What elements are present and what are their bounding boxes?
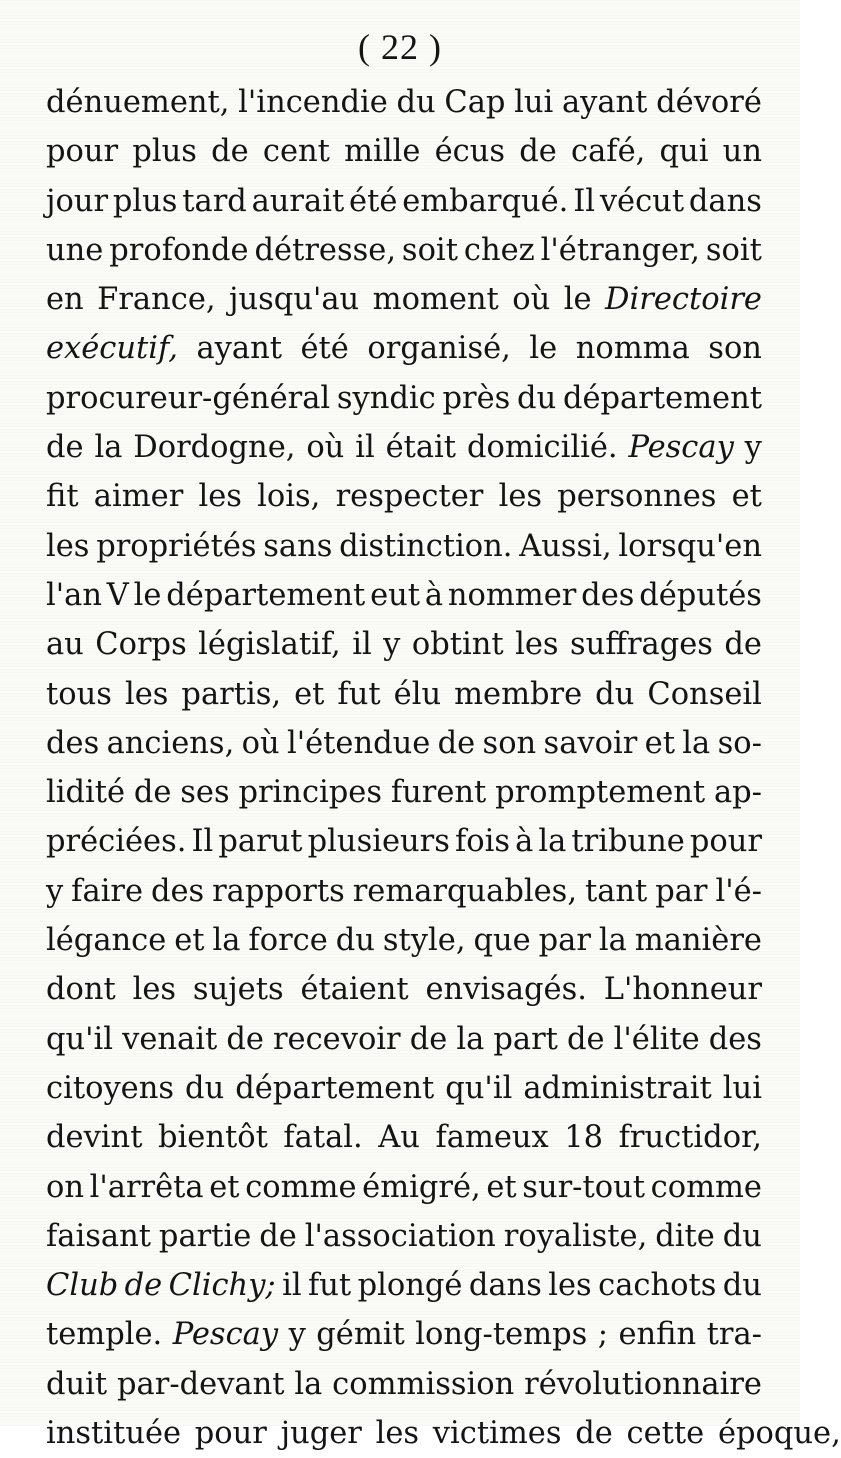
word: cette [626, 1416, 705, 1452]
text-line [46, 78, 762, 127]
word: tra- [706, 1317, 762, 1353]
word: qui [659, 134, 709, 170]
word: lorsqu'en [618, 528, 762, 564]
word: le [133, 577, 162, 613]
word: remarquables, [352, 873, 578, 909]
word: Cap [444, 85, 506, 120]
word: membre [454, 676, 583, 712]
word: enfin [618, 1317, 697, 1353]
text-line [46, 965, 762, 1014]
word: royaliste, [503, 1218, 648, 1254]
word: plusieurs [307, 824, 450, 860]
word: tant [584, 873, 648, 909]
word: il [352, 627, 372, 663]
word: la [294, 1366, 323, 1402]
word: tard [182, 183, 247, 219]
word: devint [46, 1120, 143, 1156]
word: fut [337, 676, 381, 712]
text-line [46, 423, 762, 472]
word: de [46, 430, 84, 466]
word: propriétés [96, 528, 257, 564]
word: du [517, 380, 557, 416]
word: du [396, 85, 436, 120]
word: envisagés. [425, 972, 587, 1008]
word: jusqu'au [229, 282, 360, 318]
word: Aussi, [519, 528, 612, 564]
word: anciens, [106, 725, 235, 761]
text-line [46, 1015, 762, 1064]
word: une [46, 232, 104, 268]
word: ses [180, 775, 230, 811]
word: du [722, 1218, 762, 1254]
word: étaient [300, 972, 409, 1008]
word: l'étranger, [540, 232, 700, 268]
word: l'incendie [238, 85, 388, 120]
word: plus [132, 134, 197, 170]
word: du [722, 1268, 762, 1304]
word: de [566, 1021, 605, 1057]
word: l'é- [715, 873, 762, 909]
word: 18 [564, 1120, 604, 1156]
word: qu'il [445, 1070, 513, 1106]
word: été [349, 183, 398, 219]
page-number: ( 22 ) [358, 27, 442, 67]
word: les [498, 479, 543, 515]
word: du [595, 676, 635, 712]
word: temple. [46, 1317, 163, 1353]
word: la [212, 923, 241, 959]
word: nomma [575, 331, 690, 367]
word: par [538, 923, 591, 959]
text-line [46, 1113, 762, 1162]
word: été [300, 331, 349, 367]
word: respecter [335, 479, 484, 515]
word: dévoré [656, 85, 762, 120]
word: lui [722, 1070, 762, 1106]
word: Corps [95, 627, 187, 663]
word: partie [158, 1218, 252, 1254]
word: lois, [257, 479, 321, 515]
word: plongé [357, 1268, 463, 1304]
word: citoyens [46, 1070, 175, 1106]
word: émigré, [362, 1169, 481, 1205]
word: du [335, 923, 375, 959]
word: aurait [251, 183, 345, 219]
text-line [46, 1212, 762, 1261]
text-line [46, 177, 762, 226]
word: de [211, 134, 249, 170]
word: duit [46, 1366, 108, 1402]
word: les [515, 627, 559, 663]
word: long-temps [415, 1317, 588, 1353]
word: son [708, 331, 762, 367]
word: y [383, 627, 401, 663]
word: l'association [304, 1218, 496, 1254]
word: préciées. [46, 824, 187, 860]
word: savoir [543, 725, 638, 761]
word: et [731, 479, 762, 515]
word: pour [46, 134, 119, 170]
word: dont [46, 972, 116, 1008]
word: Il [191, 824, 214, 860]
word: fatal. [283, 1120, 363, 1156]
word: les [132, 972, 177, 1008]
word: pour [194, 1416, 267, 1452]
text-line [46, 472, 762, 521]
word: les [198, 479, 242, 515]
word: des [46, 725, 100, 761]
word: sujets [192, 972, 284, 1008]
word: chez [463, 232, 535, 268]
word: fois [454, 824, 511, 860]
word: des [150, 873, 205, 909]
word: V [106, 577, 129, 613]
word: où [306, 430, 345, 466]
word: les [548, 1268, 592, 1304]
word: lui [514, 85, 554, 120]
word: Au [378, 1120, 420, 1156]
word: l'arrêta [89, 1169, 204, 1205]
word: le [529, 331, 558, 367]
word: gémit [316, 1317, 405, 1353]
word: tribune [571, 824, 685, 860]
word: département [235, 1070, 435, 1106]
word: près [442, 380, 511, 416]
word: comme [650, 1169, 762, 1205]
word: y [46, 873, 64, 909]
word: organisé, [367, 331, 511, 367]
word: l'étendue [286, 725, 431, 761]
word: suffrages [569, 627, 713, 663]
word: l'an [46, 577, 102, 613]
word: à [515, 824, 534, 860]
text-line [46, 1261, 762, 1310]
word: promptement [495, 775, 706, 811]
word: personnes [557, 479, 717, 515]
word: furent [390, 775, 487, 811]
word: recevoir [272, 1021, 401, 1057]
word: nommer [447, 577, 577, 613]
word: par [655, 873, 708, 909]
word: principes [238, 775, 383, 811]
word: élu [393, 676, 442, 712]
word: que [473, 923, 531, 959]
italic-word: Pescay [628, 430, 734, 466]
word: il [282, 1268, 302, 1304]
word: et [486, 1169, 517, 1205]
text-line [46, 1360, 762, 1409]
word: législatif, [198, 627, 341, 663]
text-line [46, 817, 762, 866]
italic-word: de [124, 1268, 163, 1304]
word: la [538, 824, 567, 860]
italic-word: Club [46, 1268, 119, 1304]
word: fit [46, 479, 79, 515]
word: juger [280, 1416, 362, 1452]
text-line [46, 226, 762, 275]
word: et [209, 1169, 240, 1205]
text-line [46, 867, 762, 916]
word: Dordogne, [133, 430, 296, 466]
word: soit [401, 232, 458, 268]
word: dans [468, 1268, 542, 1304]
word: la [94, 430, 123, 466]
italic-word: Pescay [172, 1317, 279, 1353]
word: dans [688, 183, 762, 219]
word: fameux [435, 1120, 549, 1156]
word: mille [344, 134, 421, 170]
word: aimer [93, 479, 184, 515]
word: au [46, 627, 84, 663]
word: légance [46, 923, 167, 959]
word: lidité [46, 775, 126, 811]
word: l'élite [613, 1021, 700, 1057]
italic-word: exécutif, [46, 331, 178, 367]
word: son [482, 725, 537, 761]
word: obtint [411, 627, 504, 663]
text-line [46, 374, 762, 423]
word: manière [634, 923, 762, 959]
word: procureur-général [46, 380, 331, 416]
word: ap- [713, 775, 762, 811]
word: des [581, 577, 635, 613]
text-line [46, 275, 762, 324]
word: fructidor, [618, 1120, 762, 1156]
word: victimes [432, 1416, 562, 1452]
word: comme [245, 1169, 357, 1205]
word: commission [332, 1366, 515, 1402]
word: cachots [598, 1268, 717, 1304]
word: embarqué. [402, 183, 569, 219]
word: par-devant [117, 1366, 285, 1402]
word: jour [46, 183, 109, 219]
word: so- [717, 725, 762, 761]
word: de [575, 1416, 613, 1452]
text-line [46, 1064, 762, 1113]
text-line [46, 916, 762, 965]
word: eut [370, 577, 421, 613]
word: de [259, 1218, 297, 1254]
word: où [241, 725, 280, 761]
word: un [722, 134, 762, 170]
text-line [46, 324, 762, 373]
word: parut [218, 824, 303, 860]
word: était [385, 430, 457, 466]
italic-word: Clichy; [168, 1268, 276, 1304]
word: style, [382, 923, 466, 959]
word: et [174, 923, 205, 959]
word: café, [571, 134, 646, 170]
word: département [562, 380, 762, 416]
word: profonde [109, 232, 249, 268]
word: cent [262, 134, 330, 170]
word: écus [434, 134, 506, 170]
word: département [166, 577, 366, 613]
word: partis, [181, 676, 282, 712]
text-line [46, 1163, 762, 1212]
word: sans [263, 528, 333, 564]
text-line [46, 127, 762, 176]
word: de [409, 1021, 448, 1057]
text-line [46, 1310, 762, 1359]
word: le [563, 282, 592, 318]
word: y [288, 1317, 306, 1353]
word: et [644, 725, 675, 761]
word: de [133, 775, 172, 811]
word: bientôt [157, 1120, 268, 1156]
word: révolutionnaire [524, 1366, 762, 1402]
word: la [598, 923, 627, 959]
word: dénuement, [46, 85, 230, 120]
word: les [375, 1416, 420, 1452]
word: députés [639, 577, 762, 613]
word: on [46, 1169, 85, 1205]
word: venait [122, 1021, 218, 1057]
word: où [512, 282, 551, 318]
body-text [46, 78, 841, 1458]
text-line [46, 522, 762, 571]
word: ayant [196, 331, 282, 367]
word: moment [372, 282, 499, 318]
word: de [724, 627, 762, 663]
word: Il [573, 183, 595, 219]
word: instituée [46, 1416, 182, 1452]
word: à [424, 577, 444, 613]
word: y [744, 430, 762, 466]
word: du [185, 1070, 225, 1106]
word: les [46, 528, 90, 564]
word: en [46, 282, 84, 318]
word: la [456, 1021, 485, 1057]
word: Conseil [647, 676, 762, 712]
word: des [708, 1021, 762, 1057]
word: faire [71, 873, 144, 909]
word: tous [46, 676, 112, 712]
word: il [355, 430, 375, 466]
word: L'honneur [603, 972, 762, 1008]
word: ; [597, 1317, 608, 1353]
word: soit [705, 232, 762, 268]
word: domicilié. [466, 430, 618, 466]
text-line [46, 1409, 841, 1458]
word: de [226, 1021, 264, 1057]
italic-word: Directoire [605, 282, 762, 318]
word: la [682, 725, 711, 761]
word: administrait [523, 1070, 712, 1106]
text-line [46, 768, 762, 817]
word: les [124, 676, 169, 712]
text-line [46, 670, 762, 719]
text-line [46, 620, 762, 669]
word: syndic [336, 380, 436, 416]
word: pour [689, 824, 762, 860]
word: de [437, 725, 476, 761]
word: plus [112, 183, 178, 219]
word: force [248, 923, 328, 959]
word: vécut [599, 183, 685, 219]
word: ayant [561, 85, 648, 120]
word: part [493, 1021, 558, 1057]
word: qu'il [46, 1021, 114, 1057]
word: distinction. [339, 528, 513, 564]
word: sur-tout [522, 1169, 645, 1205]
word: époque, [717, 1416, 841, 1452]
word: et [294, 676, 325, 712]
word: rapports [212, 873, 345, 909]
word: faisant [46, 1218, 151, 1254]
word: France, [97, 282, 216, 318]
word: détresse, [254, 232, 397, 268]
word: fut [308, 1268, 352, 1304]
text-line [46, 571, 762, 620]
text-line [46, 719, 762, 768]
word: dite [655, 1218, 715, 1254]
word: de [519, 134, 557, 170]
